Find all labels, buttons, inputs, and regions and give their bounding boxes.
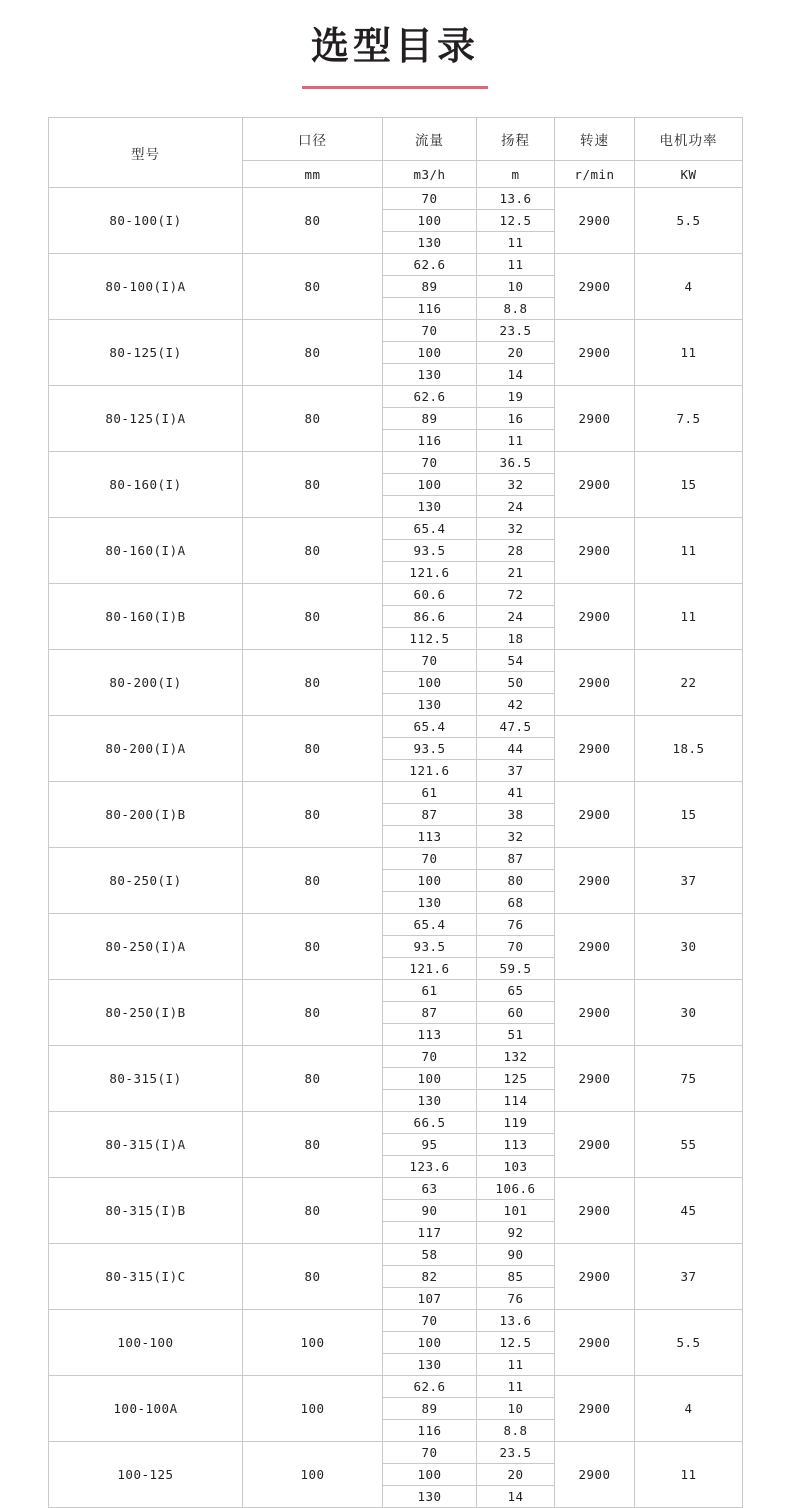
cell-flow: 65.4 bbox=[383, 716, 477, 738]
title-block bbox=[0, 0, 790, 89]
cell-power: 4 bbox=[635, 254, 743, 320]
cell-head: 28 bbox=[477, 540, 555, 562]
cell-model: 100-100 bbox=[49, 1310, 243, 1376]
table-row bbox=[49, 782, 743, 804]
cell-head: 13.6 bbox=[477, 1310, 555, 1332]
cell-head: 12.5 bbox=[477, 210, 555, 232]
cell-head: 32 bbox=[477, 518, 555, 540]
cell-flow: 65.4 bbox=[383, 914, 477, 936]
cell-flow: 87 bbox=[383, 1002, 477, 1024]
table-row bbox=[49, 914, 743, 936]
cell-flow: 113 bbox=[383, 1024, 477, 1046]
cell-bore: 100 bbox=[243, 1310, 383, 1376]
cell-power: 5.5 bbox=[635, 1310, 743, 1376]
cell-power: 11 bbox=[635, 320, 743, 386]
cell-flow: 93.5 bbox=[383, 738, 477, 760]
cell-bore: 80 bbox=[243, 1046, 383, 1112]
cell-head: 44 bbox=[477, 738, 555, 760]
cell-speed: 2900 bbox=[555, 914, 635, 980]
cell-flow: 70 bbox=[383, 848, 477, 870]
page-title: 选型目录 bbox=[310, 24, 479, 68]
cell-speed: 2900 bbox=[555, 1442, 635, 1508]
table-row bbox=[49, 452, 743, 474]
table-row bbox=[49, 386, 743, 408]
cell-flow: 70 bbox=[383, 1046, 477, 1068]
cell-flow: 70 bbox=[383, 188, 477, 210]
cell-head: 14 bbox=[477, 364, 555, 386]
cell-head: 10 bbox=[477, 1398, 555, 1420]
cell-head: 103 bbox=[477, 1156, 555, 1178]
table-row bbox=[49, 1442, 743, 1464]
cell-head: 68 bbox=[477, 892, 555, 914]
cell-model: 80-160(I)A bbox=[49, 518, 243, 584]
cell-model: 80-250(I)B bbox=[49, 980, 243, 1046]
cell-head: 8.8 bbox=[477, 298, 555, 320]
cell-head: 132 bbox=[477, 1046, 555, 1068]
cell-power: 7.5 bbox=[635, 386, 743, 452]
cell-speed: 2900 bbox=[555, 716, 635, 782]
cell-flow: 62.6 bbox=[383, 254, 477, 276]
cell-model: 80-250(I)A bbox=[49, 914, 243, 980]
cell-flow: 130 bbox=[383, 364, 477, 386]
table-row bbox=[49, 1046, 743, 1068]
cell-flow: 100 bbox=[383, 1068, 477, 1090]
cell-bore: 80 bbox=[243, 518, 383, 584]
cell-flow: 93.5 bbox=[383, 936, 477, 958]
cell-head: 23.5 bbox=[477, 1442, 555, 1464]
cell-flow: 130 bbox=[383, 694, 477, 716]
cell-head: 90 bbox=[477, 1244, 555, 1266]
cell-model: 80-315(I)B bbox=[49, 1178, 243, 1244]
cell-flow: 95 bbox=[383, 1134, 477, 1156]
col-header-speed: 转速 bbox=[555, 118, 635, 161]
cell-model: 80-125(I)A bbox=[49, 386, 243, 452]
cell-flow: 100 bbox=[383, 1464, 477, 1486]
cell-flow: 130 bbox=[383, 892, 477, 914]
cell-speed: 2900 bbox=[555, 848, 635, 914]
cell-speed: 2900 bbox=[555, 650, 635, 716]
cell-flow: 58 bbox=[383, 1244, 477, 1266]
table-row bbox=[49, 650, 743, 672]
table-row bbox=[49, 1112, 743, 1134]
cell-speed: 2900 bbox=[555, 320, 635, 386]
col-header-power: 电机功率 bbox=[635, 118, 743, 161]
cell-head: 60 bbox=[477, 1002, 555, 1024]
cell-bore: 80 bbox=[243, 914, 383, 980]
cell-flow: 121.6 bbox=[383, 958, 477, 980]
col-header-flow: 流量 bbox=[383, 118, 477, 161]
cell-head: 18 bbox=[477, 628, 555, 650]
cell-flow: 61 bbox=[383, 782, 477, 804]
cell-head: 87 bbox=[477, 848, 555, 870]
cell-flow: 130 bbox=[383, 232, 477, 254]
cell-flow: 70 bbox=[383, 650, 477, 672]
cell-model: 100-100A bbox=[49, 1376, 243, 1442]
cell-power: 11 bbox=[635, 518, 743, 584]
title-underline bbox=[302, 86, 488, 89]
cell-bore: 80 bbox=[243, 254, 383, 320]
col-unit-flow: m3/h bbox=[383, 161, 477, 188]
cell-model: 80-100(I) bbox=[49, 188, 243, 254]
cell-power: 55 bbox=[635, 1112, 743, 1178]
cell-flow: 87 bbox=[383, 804, 477, 826]
cell-flow: 62.6 bbox=[383, 386, 477, 408]
cell-power: 30 bbox=[635, 914, 743, 980]
cell-head: 76 bbox=[477, 914, 555, 936]
cell-head: 23.5 bbox=[477, 320, 555, 342]
table-row bbox=[49, 1178, 743, 1200]
cell-speed: 2900 bbox=[555, 1244, 635, 1310]
cell-head: 76 bbox=[477, 1288, 555, 1310]
cell-power: 30 bbox=[635, 980, 743, 1046]
cell-flow: 90 bbox=[383, 1200, 477, 1222]
cell-head: 24 bbox=[477, 606, 555, 628]
cell-head: 11 bbox=[477, 254, 555, 276]
cell-model: 80-100(I)A bbox=[49, 254, 243, 320]
table-row bbox=[49, 1376, 743, 1398]
cell-flow: 63 bbox=[383, 1178, 477, 1200]
cell-bore: 100 bbox=[243, 1376, 383, 1442]
cell-head: 11 bbox=[477, 1376, 555, 1398]
cell-flow: 130 bbox=[383, 1090, 477, 1112]
table-header-row bbox=[49, 118, 743, 161]
cell-power: 5.5 bbox=[635, 188, 743, 254]
cell-bore: 80 bbox=[243, 584, 383, 650]
cell-flow: 100 bbox=[383, 870, 477, 892]
table-row bbox=[49, 188, 743, 210]
cell-flow: 123.6 bbox=[383, 1156, 477, 1178]
col-header-head: 扬程 bbox=[477, 118, 555, 161]
cell-head: 36.5 bbox=[477, 452, 555, 474]
cell-head: 50 bbox=[477, 672, 555, 694]
cell-flow: 116 bbox=[383, 430, 477, 452]
cell-head: 37 bbox=[477, 760, 555, 782]
cell-flow: 116 bbox=[383, 1420, 477, 1442]
cell-flow: 66.5 bbox=[383, 1112, 477, 1134]
table-row bbox=[49, 254, 743, 276]
cell-speed: 2900 bbox=[555, 386, 635, 452]
cell-speed: 2900 bbox=[555, 452, 635, 518]
table-row bbox=[49, 980, 743, 1002]
cell-model: 100-125 bbox=[49, 1442, 243, 1508]
cell-flow: 121.6 bbox=[383, 760, 477, 782]
cell-model: 80-315(I)C bbox=[49, 1244, 243, 1310]
cell-power: 37 bbox=[635, 1244, 743, 1310]
cell-speed: 2900 bbox=[555, 188, 635, 254]
cell-head: 101 bbox=[477, 1200, 555, 1222]
cell-model: 80-160(I)B bbox=[49, 584, 243, 650]
cell-flow: 70 bbox=[383, 452, 477, 474]
cell-model: 80-160(I) bbox=[49, 452, 243, 518]
cell-flow: 100 bbox=[383, 672, 477, 694]
cell-bore: 80 bbox=[243, 848, 383, 914]
cell-head: 21 bbox=[477, 562, 555, 584]
cell-flow: 65.4 bbox=[383, 518, 477, 540]
table-body bbox=[49, 188, 743, 1508]
cell-bore: 100 bbox=[243, 1442, 383, 1508]
cell-flow: 60.6 bbox=[383, 584, 477, 606]
cell-power: 4 bbox=[635, 1376, 743, 1442]
cell-flow: 107 bbox=[383, 1288, 477, 1310]
table-row bbox=[49, 320, 743, 342]
cell-head: 51 bbox=[477, 1024, 555, 1046]
cell-head: 32 bbox=[477, 826, 555, 848]
cell-flow: 130 bbox=[383, 1486, 477, 1508]
cell-speed: 2900 bbox=[555, 782, 635, 848]
cell-head: 92 bbox=[477, 1222, 555, 1244]
cell-head: 125 bbox=[477, 1068, 555, 1090]
cell-speed: 2900 bbox=[555, 980, 635, 1046]
cell-head: 59.5 bbox=[477, 958, 555, 980]
cell-model: 80-315(I) bbox=[49, 1046, 243, 1112]
cell-speed: 2900 bbox=[555, 1310, 635, 1376]
cell-bore: 80 bbox=[243, 782, 383, 848]
cell-bore: 80 bbox=[243, 650, 383, 716]
cell-head: 119 bbox=[477, 1112, 555, 1134]
cell-bore: 80 bbox=[243, 188, 383, 254]
cell-flow: 130 bbox=[383, 496, 477, 518]
cell-head: 42 bbox=[477, 694, 555, 716]
cell-power: 45 bbox=[635, 1178, 743, 1244]
cell-bore: 80 bbox=[243, 452, 383, 518]
cell-head: 10 bbox=[477, 276, 555, 298]
cell-speed: 2900 bbox=[555, 254, 635, 320]
cell-head: 47.5 bbox=[477, 716, 555, 738]
cell-head: 38 bbox=[477, 804, 555, 826]
cell-bore: 80 bbox=[243, 716, 383, 782]
cell-head: 41 bbox=[477, 782, 555, 804]
cell-flow: 89 bbox=[383, 408, 477, 430]
spec-table bbox=[48, 117, 743, 1508]
cell-head: 16 bbox=[477, 408, 555, 430]
cell-flow: 70 bbox=[383, 320, 477, 342]
cell-model: 80-200(I) bbox=[49, 650, 243, 716]
table-row bbox=[49, 518, 743, 540]
cell-bore: 80 bbox=[243, 1244, 383, 1310]
cell-head: 72 bbox=[477, 584, 555, 606]
cell-power: 18.5 bbox=[635, 716, 743, 782]
cell-head: 80 bbox=[477, 870, 555, 892]
col-unit-power: KW bbox=[635, 161, 743, 188]
cell-flow: 89 bbox=[383, 276, 477, 298]
cell-flow: 93.5 bbox=[383, 540, 477, 562]
cell-head: 65 bbox=[477, 980, 555, 1002]
cell-head: 32 bbox=[477, 474, 555, 496]
cell-power: 15 bbox=[635, 452, 743, 518]
cell-model: 80-200(I)B bbox=[49, 782, 243, 848]
cell-bore: 80 bbox=[243, 1112, 383, 1178]
cell-flow: 62.6 bbox=[383, 1376, 477, 1398]
cell-model: 80-125(I) bbox=[49, 320, 243, 386]
cell-head: 113 bbox=[477, 1134, 555, 1156]
cell-head: 106.6 bbox=[477, 1178, 555, 1200]
cell-head: 14 bbox=[477, 1486, 555, 1508]
cell-speed: 2900 bbox=[555, 584, 635, 650]
col-header-bore: 口径 bbox=[243, 118, 383, 161]
cell-power: 11 bbox=[635, 584, 743, 650]
cell-speed: 2900 bbox=[555, 1376, 635, 1442]
cell-flow: 112.5 bbox=[383, 628, 477, 650]
cell-speed: 2900 bbox=[555, 1112, 635, 1178]
cell-head: 70 bbox=[477, 936, 555, 958]
cell-bore: 80 bbox=[243, 320, 383, 386]
cell-flow: 70 bbox=[383, 1442, 477, 1464]
cell-power: 11 bbox=[635, 1442, 743, 1508]
cell-head: 12.5 bbox=[477, 1332, 555, 1354]
cell-head: 11 bbox=[477, 1354, 555, 1376]
table-row bbox=[49, 716, 743, 738]
cell-power: 22 bbox=[635, 650, 743, 716]
cell-power: 75 bbox=[635, 1046, 743, 1112]
cell-flow: 100 bbox=[383, 1332, 477, 1354]
col-unit-bore: mm bbox=[243, 161, 383, 188]
cell-head: 13.6 bbox=[477, 188, 555, 210]
cell-flow: 117 bbox=[383, 1222, 477, 1244]
cell-bore: 80 bbox=[243, 386, 383, 452]
cell-model: 80-315(I)A bbox=[49, 1112, 243, 1178]
spec-table-wrapper bbox=[48, 117, 742, 1508]
cell-head: 114 bbox=[477, 1090, 555, 1112]
cell-flow: 130 bbox=[383, 1354, 477, 1376]
table-row bbox=[49, 1310, 743, 1332]
cell-flow: 89 bbox=[383, 1398, 477, 1420]
col-header-model: 型号 bbox=[49, 118, 243, 188]
cell-speed: 2900 bbox=[555, 1178, 635, 1244]
cell-flow: 100 bbox=[383, 210, 477, 232]
col-unit-head: m bbox=[477, 161, 555, 188]
cell-flow: 116 bbox=[383, 298, 477, 320]
cell-model: 80-200(I)A bbox=[49, 716, 243, 782]
cell-head: 11 bbox=[477, 232, 555, 254]
cell-flow: 61 bbox=[383, 980, 477, 1002]
cell-speed: 2900 bbox=[555, 518, 635, 584]
cell-speed: 2900 bbox=[555, 1046, 635, 1112]
cell-head: 20 bbox=[477, 1464, 555, 1486]
cell-flow: 70 bbox=[383, 1310, 477, 1332]
cell-head: 19 bbox=[477, 386, 555, 408]
cell-head: 54 bbox=[477, 650, 555, 672]
cell-bore: 80 bbox=[243, 1178, 383, 1244]
cell-flow: 121.6 bbox=[383, 562, 477, 584]
cell-flow: 100 bbox=[383, 474, 477, 496]
table-row bbox=[49, 848, 743, 870]
cell-power: 15 bbox=[635, 782, 743, 848]
col-unit-speed: r/min bbox=[555, 161, 635, 188]
cell-head: 20 bbox=[477, 342, 555, 364]
cell-power: 37 bbox=[635, 848, 743, 914]
table-row bbox=[49, 1244, 743, 1266]
cell-flow: 100 bbox=[383, 342, 477, 364]
table-row bbox=[49, 584, 743, 606]
cell-head: 85 bbox=[477, 1266, 555, 1288]
cell-flow: 113 bbox=[383, 826, 477, 848]
cell-model: 80-250(I) bbox=[49, 848, 243, 914]
cell-bore: 80 bbox=[243, 980, 383, 1046]
cell-flow: 82 bbox=[383, 1266, 477, 1288]
cell-head: 11 bbox=[477, 430, 555, 452]
cell-head: 8.8 bbox=[477, 1420, 555, 1442]
cell-head: 24 bbox=[477, 496, 555, 518]
cell-flow: 86.6 bbox=[383, 606, 477, 628]
